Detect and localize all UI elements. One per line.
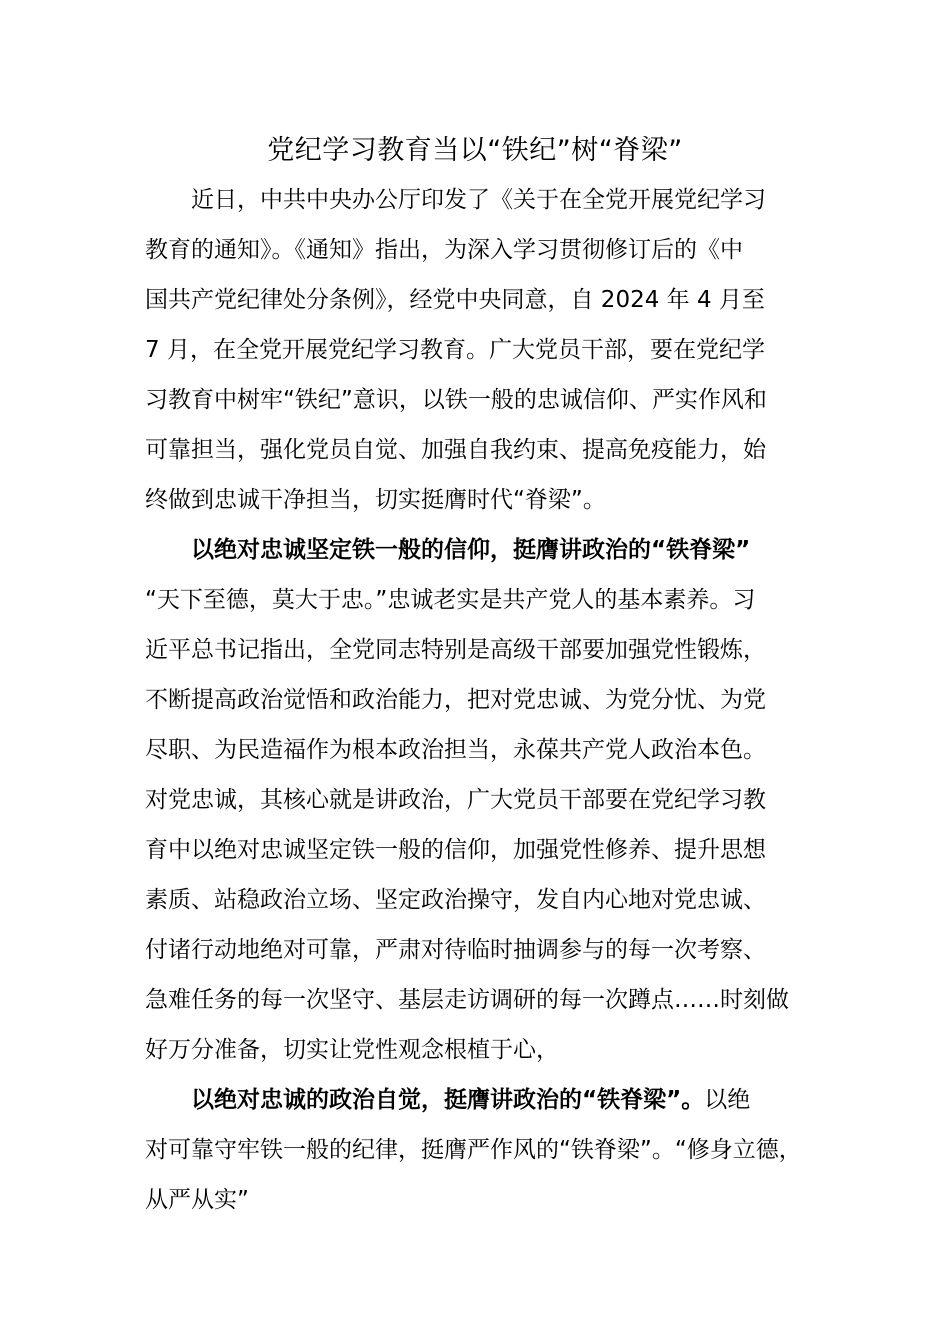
mixed-line [191, 1082, 750, 1118]
paragraph-line: 终做到忠诚干净担当，切实挺膺时代“脊梁”。 [145, 487, 606, 513]
paragraph-line: 急难任务的每一次坚守、基层走访调研的每一次蹲点……时刻做 [145, 987, 789, 1013]
paragraph-line: 对可靠守牢铁一般的纪律，挺膺严作风的“铁脊梁”。“修身立德， [145, 1137, 802, 1163]
paragraph-line: “天下至德，莫大于忠。”忠诚老实是共产党人的基本素养。习 [145, 587, 756, 613]
paragraph-line: 不断提高政治觉悟和政治能力，把对党忠诚、为党分忧、为党 [145, 687, 766, 713]
paragraph-line: 育中以绝对忠诚坚定铁一般的信仰，加强党性修养、提升思想 [145, 837, 766, 863]
paragraph-line: 付诸行动地绝对可靠，严肃对待临时抽调参与的每一次考察、 [145, 937, 766, 963]
section-heading: 以绝对忠诚坚定铁一般的信仰，挺膺讲政治的“铁脊梁” [191, 537, 751, 563]
paragraph-line: 素质、站稳政治立场、坚定政治操守，发自内心地对党忠诚、 [145, 887, 766, 913]
paragraph-text: 以绝 [704, 1087, 751, 1113]
paragraph-line: 国共产党纪律处分条例》，经党中央同意，自 2024 年 4 月至 [145, 287, 765, 313]
section-heading: 以绝对忠诚的政治自觉，挺膺讲政治的“铁脊梁”。 [191, 1087, 705, 1113]
paragraph-line: 近平总书记指出，全党同志特别是高级干部要加强党性锻炼， [145, 637, 766, 663]
paragraph-line: 从严从实” [145, 1187, 249, 1213]
paragraph-line: 尽职、为民造福作为根本政治担当，永葆共产党人政治本色。 [145, 737, 766, 763]
paragraph-line: 7 月，在全党开展党纪学习教育。广大党员干部，要在党纪学 [145, 337, 765, 363]
paragraph-line: 习教育中树牢“铁纪”意识，以铁一般的忠诚信仰、严实作风和 [145, 387, 767, 413]
paragraph-line: 教育的通知》。《通知》指出，为深入学习贯彻修订后的《中 [145, 237, 743, 263]
paragraph-line: 可靠担当，强化党员自觉、加强自我约束、提高免疫能力，始 [145, 437, 766, 463]
paragraph-line: 对党忠诚，其核心就是讲政治，广大党员干部要在党纪学习教 [145, 787, 766, 813]
document-title: 党纪学习教育当以“铁纪”树“脊梁” [267, 135, 683, 166]
paragraph-line: 近日，中共中央办公厅印发了《关于在全党开展党纪学习 [191, 187, 766, 213]
paragraph-line: 好万分准备，切实让党性观念根植于心， [145, 1037, 559, 1063]
